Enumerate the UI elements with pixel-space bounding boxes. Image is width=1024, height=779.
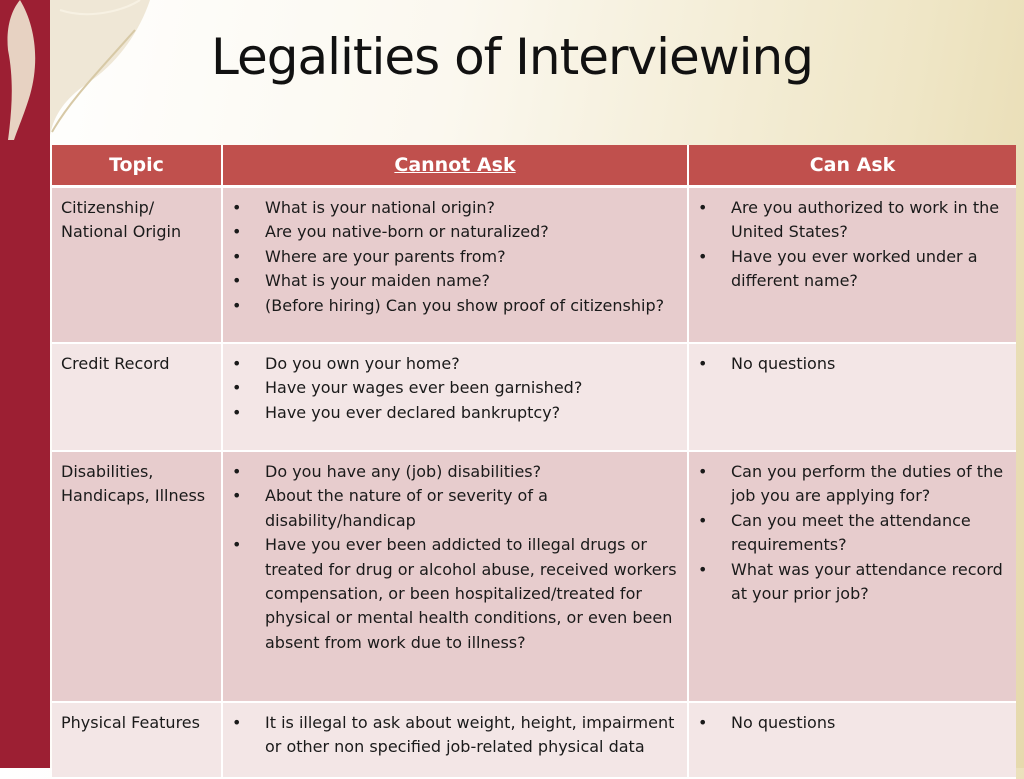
- list-item: • No questions: [698, 352, 1006, 376]
- topic-line: National Origin: [61, 222, 182, 242]
- list-item: • Are you authorized to work in the United States?: [698, 196, 1006, 245]
- can-ask-cell: [688, 343, 1016, 451]
- list-item: • What was your attendance record at your prior job?: [698, 558, 1006, 607]
- table-row: [52, 451, 1016, 702]
- list-item: • (Before hiring) Can you show proof of citizenship?: [232, 294, 677, 318]
- list-item: • Do you own your home?: [232, 352, 677, 376]
- topic-line: Credit Record: [61, 354, 170, 373]
- list-item: • Have you ever declared bankruptcy?: [232, 401, 677, 425]
- list-item: • About the nature of or severity of a disability/handicap: [232, 484, 677, 533]
- list-item: • What is your maiden name?: [232, 269, 677, 293]
- cannot-ask-cell: [222, 187, 688, 344]
- header-can-ask: Can Ask: [688, 145, 1016, 187]
- topic-line: Handicaps, Illness: [61, 486, 206, 506]
- header-topic: Topic: [52, 145, 222, 187]
- list-item: • Have you ever worked under a different name?: [698, 245, 1006, 294]
- can-ask-cell: [688, 187, 1016, 344]
- topic-cell: [52, 451, 222, 702]
- list-item: • No questions: [698, 711, 1006, 735]
- topic-cell: [52, 187, 222, 344]
- table-row: [52, 343, 1016, 451]
- cannot-ask-cell: [222, 343, 688, 451]
- topic-line: Physical Features: [61, 713, 200, 732]
- table-header-row: [52, 145, 1016, 187]
- table-row: [52, 702, 1016, 778]
- cannot-ask-cell: [222, 702, 688, 778]
- list-item: • Can you meet the attendance requirements?: [698, 509, 1006, 558]
- slide-title: Legalities of Interviewing: [210, 28, 813, 86]
- legalities-table: [52, 145, 1016, 779]
- topic-cell: [52, 343, 222, 451]
- topic-line: Disabilities,: [61, 462, 154, 481]
- list-item: • Where are your parents from?: [232, 245, 677, 269]
- cannot-ask-cell: [222, 451, 688, 702]
- list-item: • Can you perform the duties of the job you are applying for?: [698, 460, 1006, 509]
- list-item: • Have you ever been addicted to illegal drugs or treated for drug or alcohol abuse, received workers compensation, or been hospitalized/treated for physical or mental health conditions, or even been absent from work due to illness?: [232, 533, 677, 655]
- topic-cell: [52, 702, 222, 778]
- list-item: • It is illegal to ask about weight, height, impairment or other non specified job-related physical data: [232, 711, 677, 760]
- header-cannot-ask-label: Cannot Ask: [394, 154, 516, 176]
- can-ask-cell: [688, 702, 1016, 778]
- list-item: • What is your national origin?: [232, 196, 677, 220]
- can-ask-cell: [688, 451, 1016, 702]
- table-row: [52, 187, 1016, 344]
- list-item: • Have your wages ever been garnished?: [232, 376, 677, 400]
- header-cannot-ask: [222, 145, 688, 187]
- list-item: • Are you native-born or naturalized?: [232, 220, 677, 244]
- list-item: • Do you have any (job) disabilities?: [232, 460, 677, 484]
- topic-line: Citizenship/: [61, 198, 155, 217]
